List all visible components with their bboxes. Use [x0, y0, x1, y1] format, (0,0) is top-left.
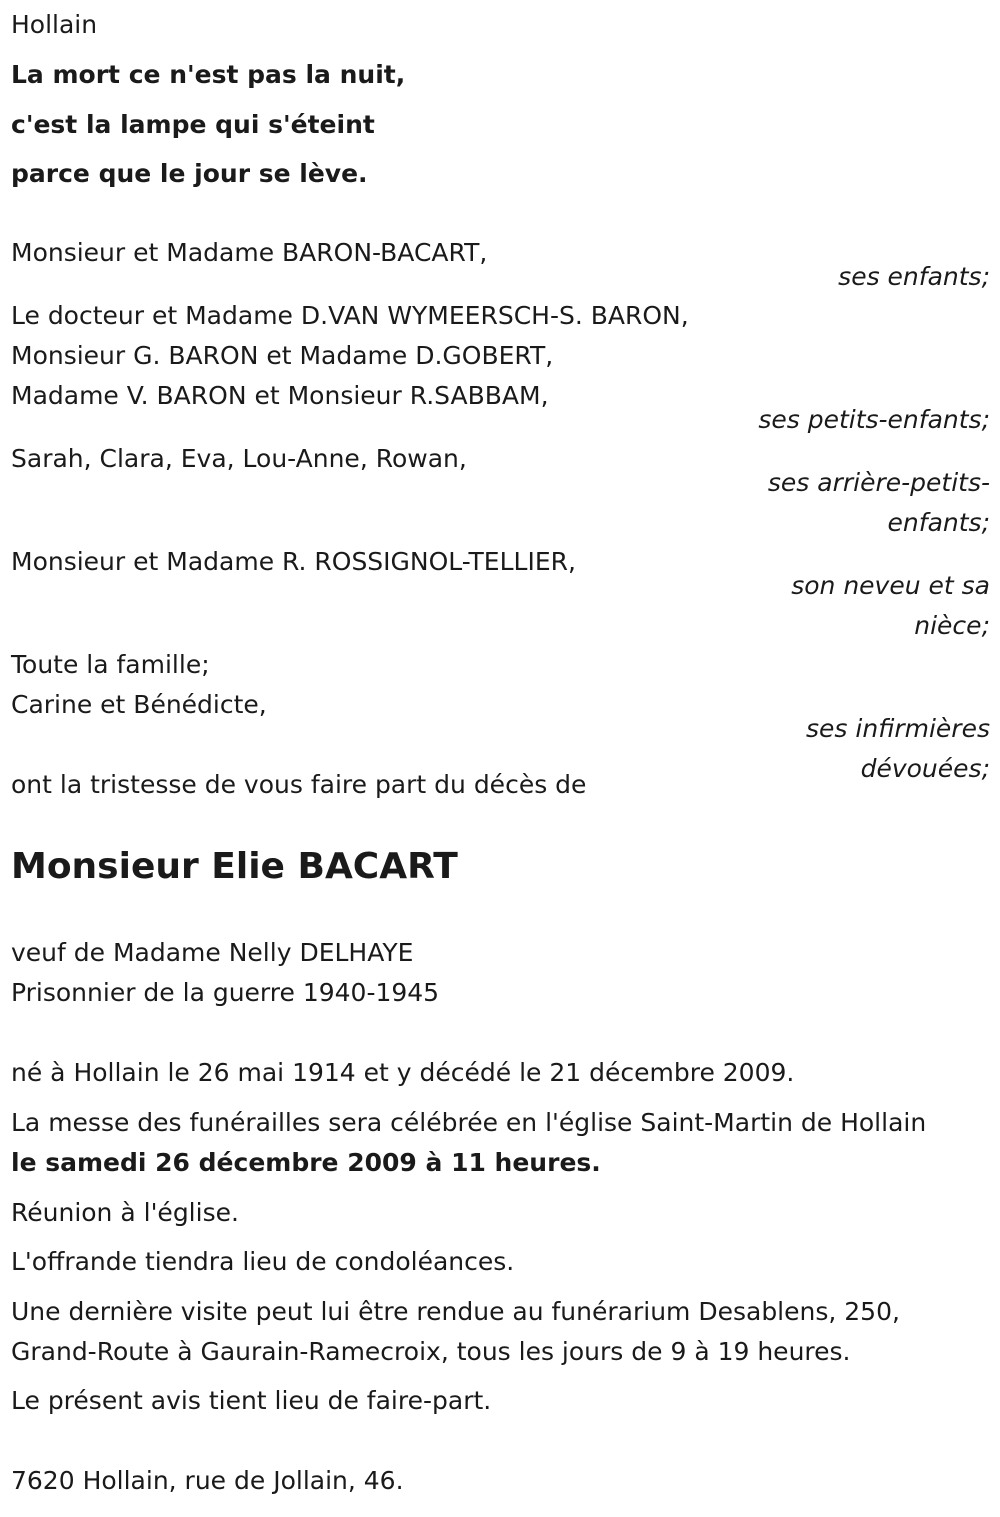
- grandchildren-line-3: Madame V. BARON et Monsieur R.SABBAM,: [11, 381, 549, 410]
- announcement: ont la tristesse de vous faire part du décès de: [11, 770, 587, 799]
- role-children: ses enfants;: [838, 262, 990, 291]
- offering: L'offrande tiendra lieu de condoléances.: [11, 1247, 515, 1276]
- detail-prisoner: Prisonnier de la guerre 1940-1945: [11, 978, 440, 1007]
- role-nephew-niece-line-1: son neveu et sa: [791, 571, 990, 600]
- place-header: Hollain: [11, 10, 98, 39]
- role-nurses-line-1: ses infirmières: [806, 714, 990, 743]
- deceased-name: Monsieur Elie BACART: [11, 846, 458, 887]
- role-great-grandchildren-line-1: ses arrière-petits-: [767, 468, 990, 497]
- family-children: Monsieur et Madame BARON-BACART,: [11, 238, 488, 267]
- great-grandchildren: Sarah, Clara, Eva, Lou-Anne, Rowan,: [11, 444, 467, 473]
- role-great-grandchildren-line-2: enfants;: [887, 508, 990, 537]
- nurses: Carine et Bénédicte,: [11, 690, 267, 719]
- visit-line-1: Une dernière visite peut lui être rendue au funérarium Desablens, 250,: [11, 1297, 900, 1326]
- grandchildren-line-1: Le docteur et Madame D.VAN WYMEERSCH-S. BARON,: [11, 301, 689, 330]
- birth-death: né à Hollain le 26 mai 1914 et y décédé le 21 décembre 2009.: [11, 1058, 795, 1087]
- role-grandchildren: ses petits-enfants;: [758, 405, 990, 434]
- poem-line-1: La mort ce n'est pas la nuit,: [11, 60, 406, 89]
- mass-info: La messe des funérailles sera célébrée en l'église Saint-Martin de Hollain: [11, 1108, 927, 1137]
- role-nurses-line-2: dévouées;: [860, 754, 990, 783]
- poem-line-2: c'est la lampe qui s'éteint: [11, 110, 375, 139]
- meeting: Réunion à l'église.: [11, 1198, 239, 1227]
- nephew-niece: Monsieur et Madame R. ROSSIGNOL-TELLIER,: [11, 547, 576, 576]
- notice: Le présent avis tient lieu de faire-part.: [11, 1386, 492, 1415]
- whole-family: Toute la famille;: [11, 650, 210, 679]
- address: 7620 Hollain, rue de Jollain, 46.: [11, 1466, 404, 1495]
- grandchildren-line-2: Monsieur G. BARON et Madame D.GOBERT,: [11, 341, 554, 370]
- visit-line-2: Grand-Route à Gaurain-Ramecroix, tous les jours de 9 à 19 heures.: [11, 1337, 851, 1366]
- poem-line-3: parce que le jour se lève.: [11, 159, 368, 188]
- detail-widower: veuf de Madame Nelly DELHAYE: [11, 938, 414, 967]
- mass-date: le samedi 26 décembre 2009 à 11 heures.: [11, 1148, 601, 1177]
- role-nephew-niece-line-2: nièce;: [914, 611, 990, 640]
